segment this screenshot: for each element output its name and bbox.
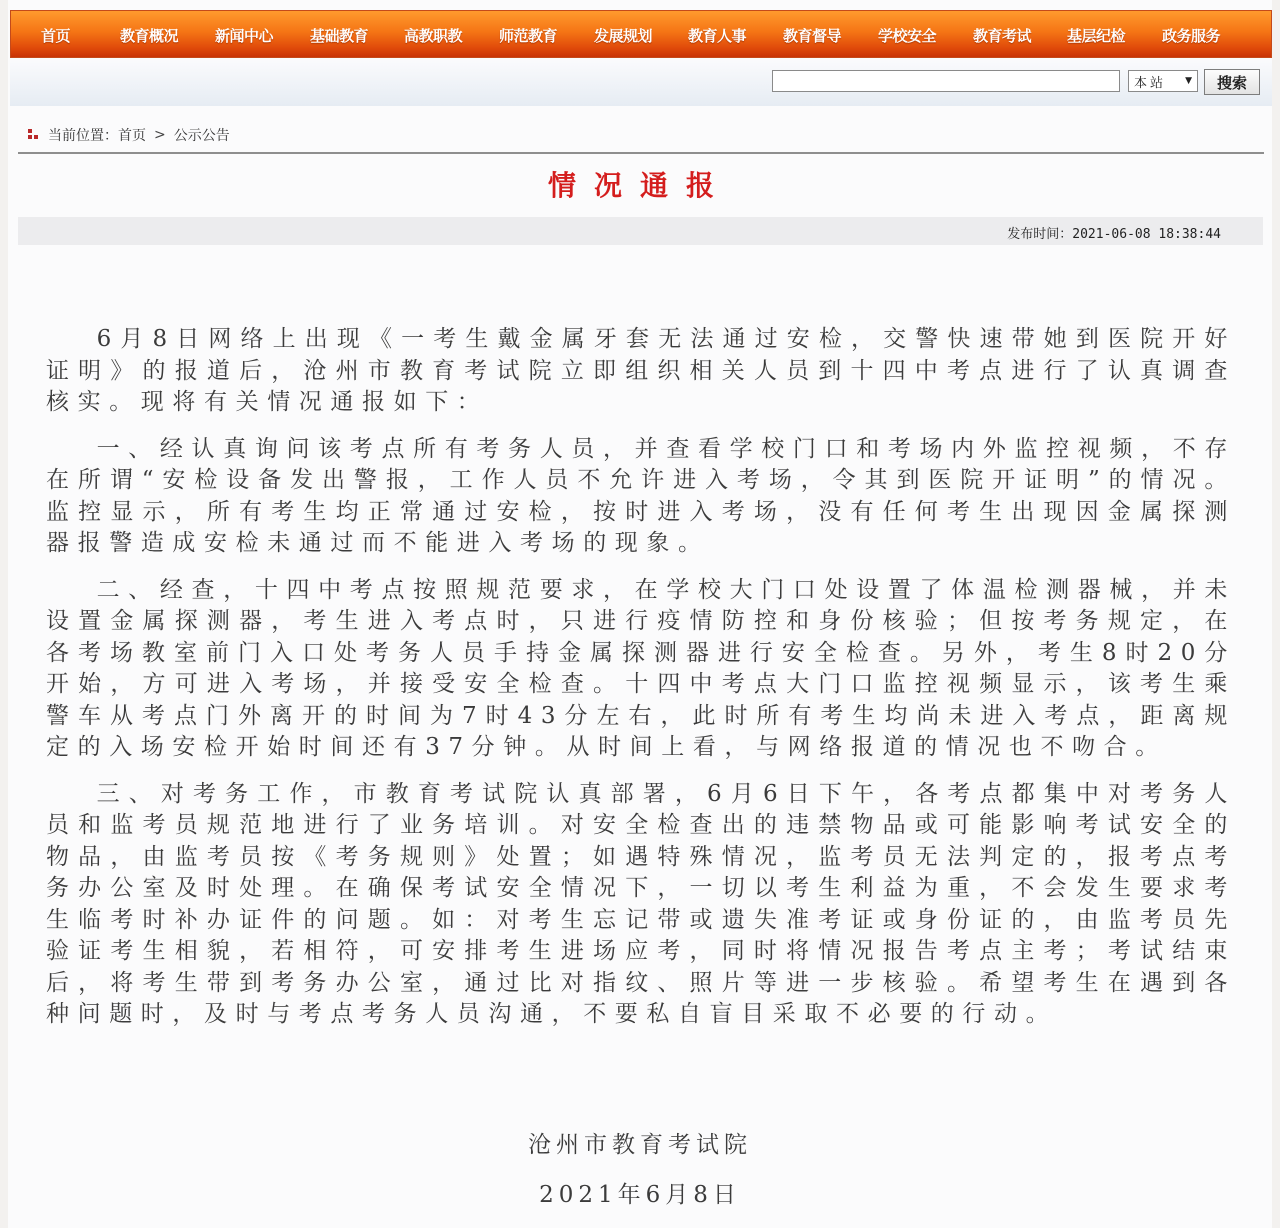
article-paragraph: 二、经查，十四中考点按照规范要求，在学校大门口处设置了体温检测器械，并未设置金属探测器，考生进入考点时，只进行疫情防控和身份核验；但按考务规定，在各考场教室前门入口处考务人员手持金属探测器进行安全检查。另外，考生8时20分开始，方可进入考场，并接受安全检查。十四中考点大门口监控视频显示，该考生乘警车从考点门外离开的时间为7时43分左右，此时所有考生均尚未进入考点，距离规定的入场安检开始时间还有37分钟。从时间上看，与网络报道的情况也不吻合。 (46, 576, 1236, 760)
main-nav-bar (10, 10, 1272, 58)
nav-item-government-services[interactable]: 政务服务 (1162, 27, 1221, 45)
breadcrumb-announcements-link[interactable]: 公示公告 (173, 128, 230, 144)
article-paragraph: 6月8日网络上出现《一考生戴金属牙套无法通过安检，交警快速带她到医院开好证明》的报道后，沧州市教育考试院立即组织相关人员到十四中考点进行了认真调查核实。现将有关情况通报如下： (46, 326, 1236, 415)
location-marker-icon (28, 128, 42, 142)
breadcrumb (18, 118, 1264, 154)
publish-time (1007, 223, 1221, 242)
nav-item-news-center[interactable]: 新闻中心 (215, 27, 274, 45)
nav-item-higher-vocational[interactable]: 高教职教 (404, 27, 463, 45)
article-paragraph: 三、对考务工作，市教育考试院认真部署，6月6日下午，各考点都集中对考务人员和监考员规范地进行了业务培训。对安全检查出的违禁物品或可能影响考试安全的物品，由监考员按《考务规则》处置；如遇特殊情况，监考员无法判定的，报考点考务办公室及时处理。在确保考试安全情况下，一切以考生利益为重，不会发生要求考生临考时补办证件的问题。如：对考生忘记带或遗失准考证或身份证的，由监考员先验证考生相貌，若相符，可安排考生进场应考，同时将情况报告考点主考；考试结束后，将考生带到考务办公室，通过比对指纹、照片等进一步核验。希望考生在遇到各种问题时，及时与考点考务人员沟通，不要私自盲目采取不必要的行动。 (46, 780, 1236, 1027)
publish-time-label: 发布时间： (1007, 227, 1073, 242)
nav-item-education-overview[interactable]: 教育概况 (120, 27, 179, 45)
article-paragraph: 一、经认真询问该考点所有考务人员，并查看学校门口和考场内外监控视频，不存在所谓“安检设备发出警报，工作人员不允许进入考场，令其到医院开证明”的情况。监控显示，所有考生均正常通过安检，按时进入考场，没有任何考生出现因金属探测器报警造成安检未通过而不能进入考场的现象。 (46, 435, 1236, 556)
search-button[interactable]: 搜索 (1204, 69, 1260, 95)
page-container (8, 0, 1272, 1228)
publish-time-value: 2021-06-08 18:38:44 (1072, 227, 1221, 242)
nav-item-basic-education[interactable]: 基础教育 (310, 27, 369, 45)
nav-item-home[interactable]: 首页 (41, 27, 71, 45)
nav-item-teacher-education[interactable]: 师范教育 (499, 27, 558, 45)
breadcrumb-prefix: 当前位置： (48, 128, 118, 144)
search-scope-value: 本站 (1134, 75, 1167, 91)
signature-date: 2021年6月8日 (539, 1182, 741, 1208)
nav-item-grassroots-discipline[interactable]: 基层纪检 (1067, 27, 1126, 45)
nav-item-education-supervision[interactable]: 教育督导 (783, 27, 842, 45)
nav-item-school-safety[interactable]: 学校安全 (878, 27, 937, 45)
search-input[interactable] (772, 70, 1120, 92)
nav-item-education-personnel[interactable]: 教育人事 (688, 27, 747, 45)
search-scope-select[interactable] (1128, 70, 1198, 92)
breadcrumb-home-link[interactable]: 首页 (118, 128, 146, 144)
article-body (46, 324, 1236, 1046)
breadcrumb-separator: > (154, 127, 166, 143)
dropdown-arrow-icon: ▼ (1185, 76, 1192, 86)
article-meta-bar (18, 217, 1263, 245)
nav-item-education-exams[interactable]: 教育考试 (973, 27, 1032, 45)
search-bar (10, 58, 1272, 106)
signature-organization: 沧州市教育考试院 (528, 1132, 752, 1158)
article-title: 情况通报 (547, 169, 732, 202)
nav-item-development-planning[interactable]: 发展规划 (594, 27, 653, 45)
